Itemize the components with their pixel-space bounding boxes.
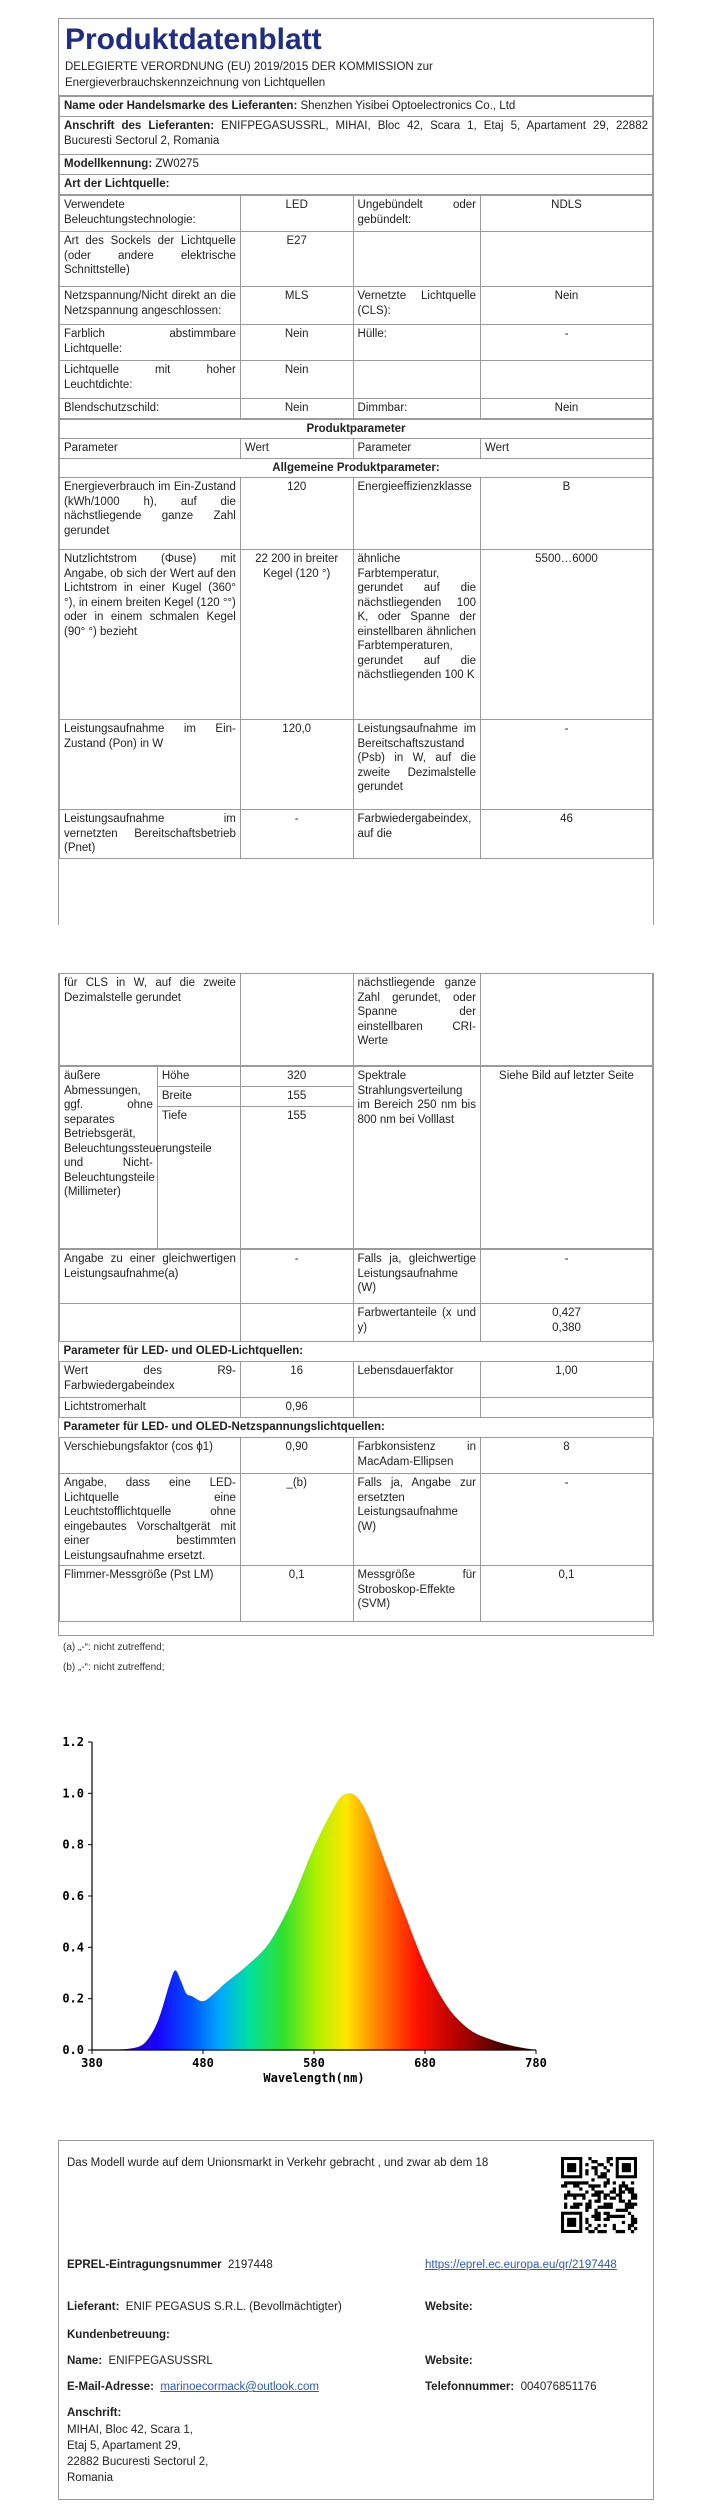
param-value: B [481,478,653,550]
param-label: Lichtquelle mit hoher Leuchtdichte: [60,361,241,399]
param-value: 0,1 [240,1566,353,1622]
param-value: - [481,720,653,810]
light-type-table [59,195,653,419]
param-label: Energieeffizienzklasse [353,478,480,550]
param-value: NDLS [481,196,653,232]
param-value: 46 [481,810,653,859]
led-section-heading: Parameter für LED- und OLED-Lichtquellen: [60,1342,653,1362]
dimensions-table [59,1066,653,1249]
address-label: Anschrift: [67,2407,122,2419]
spectral-distribution-chart [0,1720,712,2100]
dim-value: 320 [240,1067,353,1087]
param-label: Ungebündelt oder gebündelt: [353,196,480,232]
regulation-subject: Energieverbrauchskennzeichnung von Lichtquellen [65,77,326,89]
col-header-param: Parameter [353,439,480,459]
spectral-label: Spektrale Strahlungsverteilung im Bereich 250 nm bis 800 nm bei Volllast [353,1067,480,1249]
param-value: Nein [240,399,353,419]
param-label: Energieverbrauch im Ein-Zustand (kWh/1000 h), auf die nächstliegende ganze Zahl gerundet [60,478,241,550]
param-value: LED [240,196,353,232]
col-header-value: Wert [481,439,653,459]
dim-key: Tiefe [157,1107,240,1249]
param-label: Hülle: [353,325,480,361]
supplier-value: ENIF PEGASUS S.R.L. (Bevollmächtigter) [125,2301,342,2313]
param-value: 120 [240,478,353,550]
col-header-param: Parameter [60,439,241,459]
regulation-line: DELEGIERTE VERORDNUNG (EU) 2019/2015 DER KOMMISSION zur [65,61,433,73]
y-tick-label: 0.6 [62,1889,84,1903]
name-value: ENIFPEGASUSSRL [108,2355,213,2367]
eprel-label: EPREL-Eintragungsnummer [67,2259,222,2271]
param-value: 0,1 [481,1566,653,1622]
param-label: Verwendete Beleuchtungstechnologie: [60,196,241,232]
param-label [353,232,480,287]
website-label: Website: [425,2301,473,2313]
param-label [353,361,480,399]
support-label: Kundenbetreuung: [67,2329,170,2341]
param-value: 22 200 in breiter Kegel (120 °) [240,550,353,720]
supplier-name-cell: Name oder Handelsmarke des Lieferanten: Shenzhen Yisibei Optoelectronics Co., Ltd [60,97,653,117]
y-tick-label: 1.2 [62,1735,84,1749]
param-value: Nein [240,361,353,399]
x-axis-label: Wavelength(nm) [263,2071,365,2085]
y-tick-label: 1.0 [62,1786,84,1801]
market-text: Das Modell wurde auf dem Unionsmarkt in Verkehr gebracht , und zwar ab dem 18 [67,2157,489,2169]
param-value: 1,00 [481,1362,653,1398]
y-tick-label: 0.4 [62,1940,84,1955]
param-value [481,361,653,399]
param-label: Farbkonsistenz in MacAdam-Ellipsen [353,1438,480,1474]
param-label: Netzspannung/Nicht direkt an die Netzspannung angeschlossen: [60,287,241,325]
y-tick-label: 0.2 [62,1991,84,2006]
footnote-a: (a) „-“: nicht zutreffend; [63,1642,165,1653]
dim-key: Breite [157,1087,240,1107]
phone-value: 004076851176 [520,2381,597,2393]
address-line: 22882 Bucuresti Sectorul 2, [67,2456,209,2468]
x-tick-label: 480 [192,2056,214,2070]
param-value: 16 [240,1362,353,1398]
param-label: Lebensdauerfaktor [353,1362,480,1398]
param-value: 0,96 [240,1398,353,1418]
param-value: 0,427 0,380 [481,1304,653,1342]
name-label: Name: [67,2355,103,2367]
param-label [353,1398,480,1418]
product-params-table [59,419,653,859]
address-line: Etaj 5, Apartament 29, [67,2440,181,2452]
param-label: nächstliegende ganze Zahl gerundet, oder Spanne der einstellbaren CRI-Werte [353,974,480,1066]
dim-value: 155 [240,1107,353,1249]
email-label: E-Mail-Adresse: [67,2381,154,2393]
datasheet-page-2 [58,973,654,1636]
footnote-b: (b) „-“: nicht zutreffend; [63,1662,165,1673]
param-label: ähnliche Farbtemperatur, gerundet auf die nächstliegenden 100 K, oder Spanne der einstellbaren ähnlichen Farbtemperaturen, gerundet auf die nächstliegenden 100 K [353,550,480,720]
website-label-2: Website: [425,2355,473,2367]
param-label: Blendschutzschild: [60,399,241,419]
param-label: Falls ja, gleichwertige Leistungsaufnahme (W) [353,1250,480,1304]
param-value [481,232,653,287]
param-value: Nein [240,325,353,361]
eprel-number: 2197448 [228,2259,273,2271]
qr-code[interactable] [561,2157,637,2233]
param-value: 5500…6000 [481,550,653,720]
address-line: Romania [67,2472,114,2484]
spectrum-area [114,1793,536,2050]
y-tick-label: 0.8 [62,1837,84,1852]
param-value: Nein [481,399,653,419]
dimensions-label: äußere Abmessungen, ggf. ohne separates Betriebsgerät, Beleuchtungssteuerungsteile und Nicht-Beleuchtungsteile (Millimeter) [60,1067,158,1249]
param-value: Nein [481,287,653,325]
param-label: Leistungsaufnahme im vernetzten Bereitschaftsbetrieb (Pnet) [60,810,241,859]
dim-value: 155 [240,1087,353,1107]
param-value: _(b) [240,1474,353,1566]
param-value: - [481,325,653,361]
param-label: Farbwiedergabeindex, auf die [353,810,480,859]
param-value: 8 [481,1438,653,1474]
email-link[interactable]: marinoecormack@outlook.com [160,2381,319,2393]
param-label: Flimmer-Messgröße (Pst LM) [60,1566,241,1622]
param-value: MLS [240,287,353,325]
page-title: Produktdatenblatt [65,23,322,56]
param-value: - [240,1250,353,1304]
registration-box [58,2140,654,2500]
param-label: Art des Sockels der Lichtquelle (oder andere elektrische Schnittstelle) [60,232,241,287]
param-value: - [481,1474,653,1566]
spectral-value: Siehe Bild auf letzter Seite [481,1067,653,1249]
light-type-heading: Art der Lichtquelle: [60,175,653,195]
phone-label: Telefonnummer: [425,2381,515,2393]
param-label: Lichtstromerhalt [60,1398,241,1418]
eprel-link[interactable]: https://eprel.ec.europa.eu/qr/2197448 [425,2259,617,2271]
param-value: 120,0 [240,720,353,810]
param-label: Leistungsaufnahme im Ein-Zustand (Pon) in W [60,720,241,810]
param-label: Verschiebungsfaktor (cos ϕ1) [60,1438,241,1474]
params-continued-table [59,973,653,1066]
general-params-heading: Allgemeine Produktparameter: [60,458,653,478]
param-label: Falls ja, Angabe zur ersetzten Leistungsaufnahme (W) [353,1474,480,1566]
mains-section-heading: Parameter für LED- und OLED-Netzspannungslichtquellen: [60,1418,653,1438]
address-line: MIHAI, Bloc 42, Scara 1, [67,2424,193,2436]
param-label: Dimmbar: [353,399,480,419]
col-header-value: Wert [240,439,353,459]
param-value: - [481,1250,653,1304]
param-value: - [240,810,353,859]
param-value: 0,90 [240,1438,353,1474]
param-label: Farblich abstimmbare Lichtquelle: [60,325,241,361]
param-label: Wert des R9-Farbwiedergabeindex [60,1362,241,1398]
supplier-table [59,96,653,195]
dim-key: Höhe [157,1067,240,1087]
x-tick-label: 380 [81,2056,103,2070]
y-tick-label: 0.0 [62,2043,84,2057]
params-table-p2 [59,1249,653,1622]
param-label: Messgröße für Stroboskop-Effekte (SVM) [353,1566,480,1622]
supplier-label: Lieferant: [67,2301,120,2313]
x-tick-label: 680 [414,2056,436,2070]
param-label: Nutzlichtstrom (Φuse) mit Angabe, ob sich der Wert auf den Lichtstrom in einer Kugel (360° °), in einem breiten Kegel (120 °°) oder in einem schmalen Kegel (90° °) bezieht [60,550,241,720]
x-tick-label: 780 [525,2056,547,2070]
x-tick-label: 580 [303,2056,325,2070]
header [59,19,653,96]
param-label: Farbwertanteile (x und y) [353,1304,480,1342]
param-label: Angabe, dass eine LED-Lichtquelle eine Leuchtstofflichtquelle ohne eingebautes Vorschaltgerät mit einer bestimmten Leistungsaufnahme ersetzt. [60,1474,241,1566]
product-params-title: Produktparameter [60,419,653,439]
param-label: Vernetzte Lichtquelle (CLS): [353,287,480,325]
param-value [481,1398,653,1418]
supplier-address-cell: Anschrift des Lieferanten: ENIFPEGASUSSRL, MIHAI, Bloc 42, Scara 1, Etaj 5, Apartament 29, 22882 Bucuresti Sectorul 2, Romania [60,117,653,155]
datasheet-page-1 [58,18,654,925]
param-value: E27 [240,232,353,287]
param-label: Angabe zu einer gleichwertigen Leistungsaufnahme(a) [60,1250,241,1304]
param-label: für CLS in W, auf die zweite Dezimalstelle gerundet [60,974,241,1066]
param-label: Leistungsaufnahme im Bereitschaftszustand (Psb) in W, auf die zweite Dezimalstelle gerundet [353,720,480,810]
model-cell: Modellkennung: ZW0275 [60,155,653,175]
